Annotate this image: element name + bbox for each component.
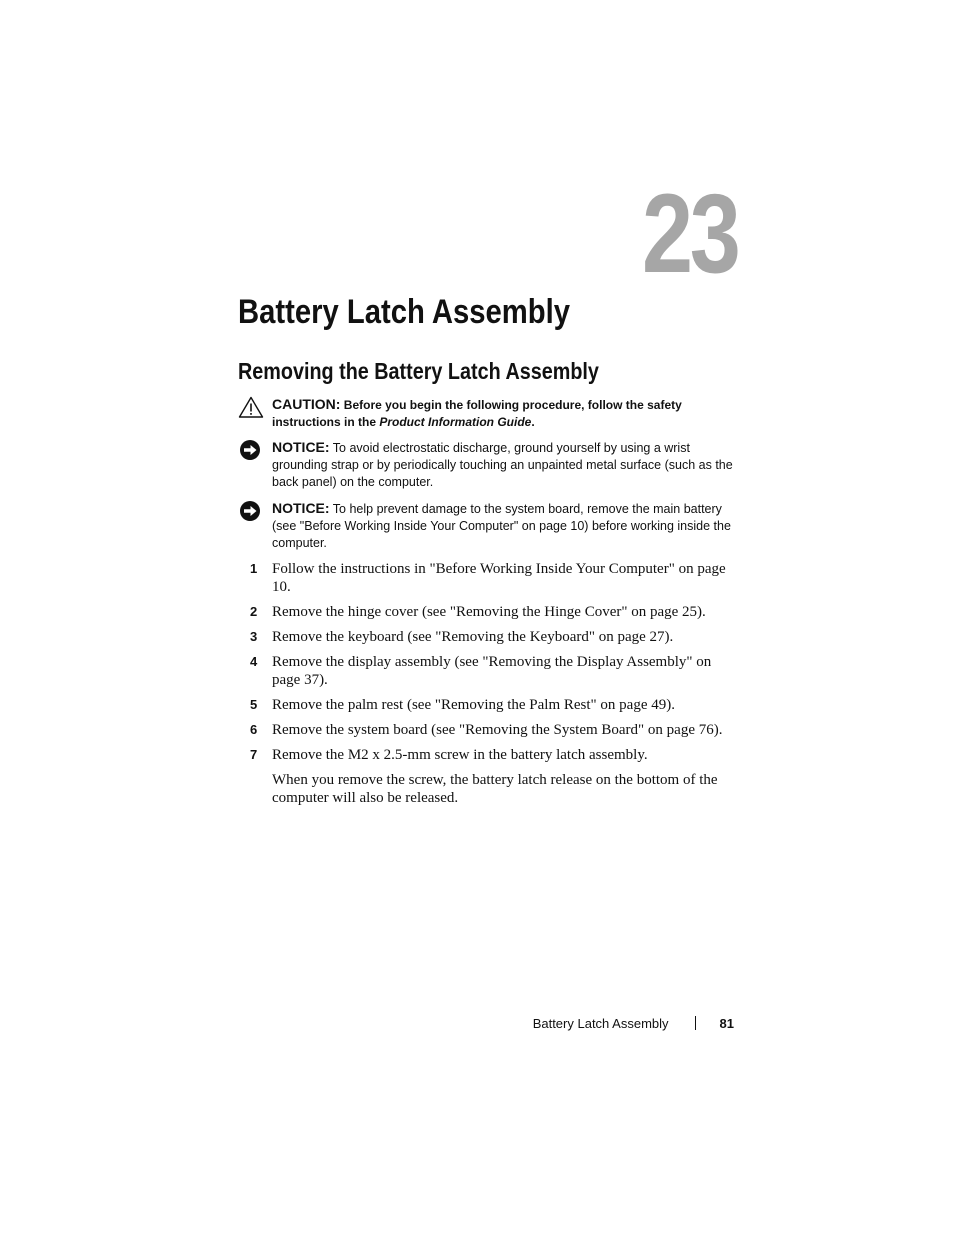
notice-esd-body: To avoid electrostatic discharge, ground yourself by using a wrist grounding strap or by periodically touching an unpainted metal surface (such as the back panel) on the computer. xyxy=(272,441,733,489)
notice-esd-text xyxy=(272,439,742,491)
step-number: 2 xyxy=(250,604,258,619)
caution-body: Before you begin the following procedure, follow the safety instructions in the xyxy=(272,398,682,429)
caution-period: . xyxy=(531,415,535,429)
caution-triangle-icon xyxy=(238,396,264,418)
step-text: Follow the instructions in "Before Working Inside Your Computer" on page 10. xyxy=(272,561,726,595)
page-number: 81 xyxy=(719,1016,734,1031)
step-number: 4 xyxy=(250,654,258,669)
notice-battery-body: To help prevent damage to the system board, remove the main battery (see "Before Working Inside Your Computer" on page 10) before working inside the computer. xyxy=(272,502,731,550)
notice-esd-label: NOTICE: xyxy=(272,439,330,455)
step-item xyxy=(238,560,738,596)
step-item xyxy=(238,721,738,739)
step-text: Remove the M2 x 2.5-mm screw in the battery latch assembly. xyxy=(272,747,648,763)
notice-battery-text xyxy=(272,500,742,552)
notice-icon xyxy=(238,439,264,461)
step-number: 1 xyxy=(250,561,258,576)
step-item xyxy=(238,746,738,807)
procedure-steps xyxy=(238,560,738,814)
step-text: Remove the palm rest (see "Removing the Palm Rest" on page 49). xyxy=(272,697,675,713)
step-number: 6 xyxy=(250,722,258,737)
caution-note xyxy=(238,396,738,436)
footer-divider xyxy=(695,1016,696,1030)
step-note-paragraph: When you remove the screw, the battery latch release on the bottom of the computer will also be released. xyxy=(272,772,718,806)
footer-title: Battery Latch Assembly xyxy=(532,1016,669,1031)
step-item xyxy=(238,696,738,714)
section-title: Removing the Battery Latch Assembly xyxy=(238,358,599,384)
chapter-number: 23 xyxy=(642,171,738,296)
step-number: 5 xyxy=(250,697,258,712)
step-text: Remove the display assembly (see "Removing the Display Assembly" on page 37). xyxy=(272,654,712,688)
step-item xyxy=(238,603,738,621)
notice-battery xyxy=(238,500,738,556)
step-item xyxy=(238,653,738,689)
step-number: 3 xyxy=(250,629,258,644)
notice-esd xyxy=(238,439,738,495)
step-text: Remove the hinge cover (see "Removing the Hinge Cover" on page 25). xyxy=(272,604,706,620)
caution-label: CAUTION: xyxy=(272,396,341,412)
caution-guide-title: Product Information Guide xyxy=(379,415,532,429)
chapter-title: Battery Latch Assembly xyxy=(238,293,571,331)
step-item xyxy=(238,628,738,646)
page-footer xyxy=(533,1015,734,1033)
caution-text xyxy=(272,396,742,431)
step-text: Remove the keyboard (see "Removing the Keyboard" on page 27). xyxy=(272,629,674,645)
notice-icon xyxy=(238,500,264,522)
notice-battery-label: NOTICE: xyxy=(272,500,330,516)
step-number: 7 xyxy=(250,747,258,762)
step-text: Remove the system board (see "Removing the System Board" on page 76). xyxy=(272,722,723,738)
